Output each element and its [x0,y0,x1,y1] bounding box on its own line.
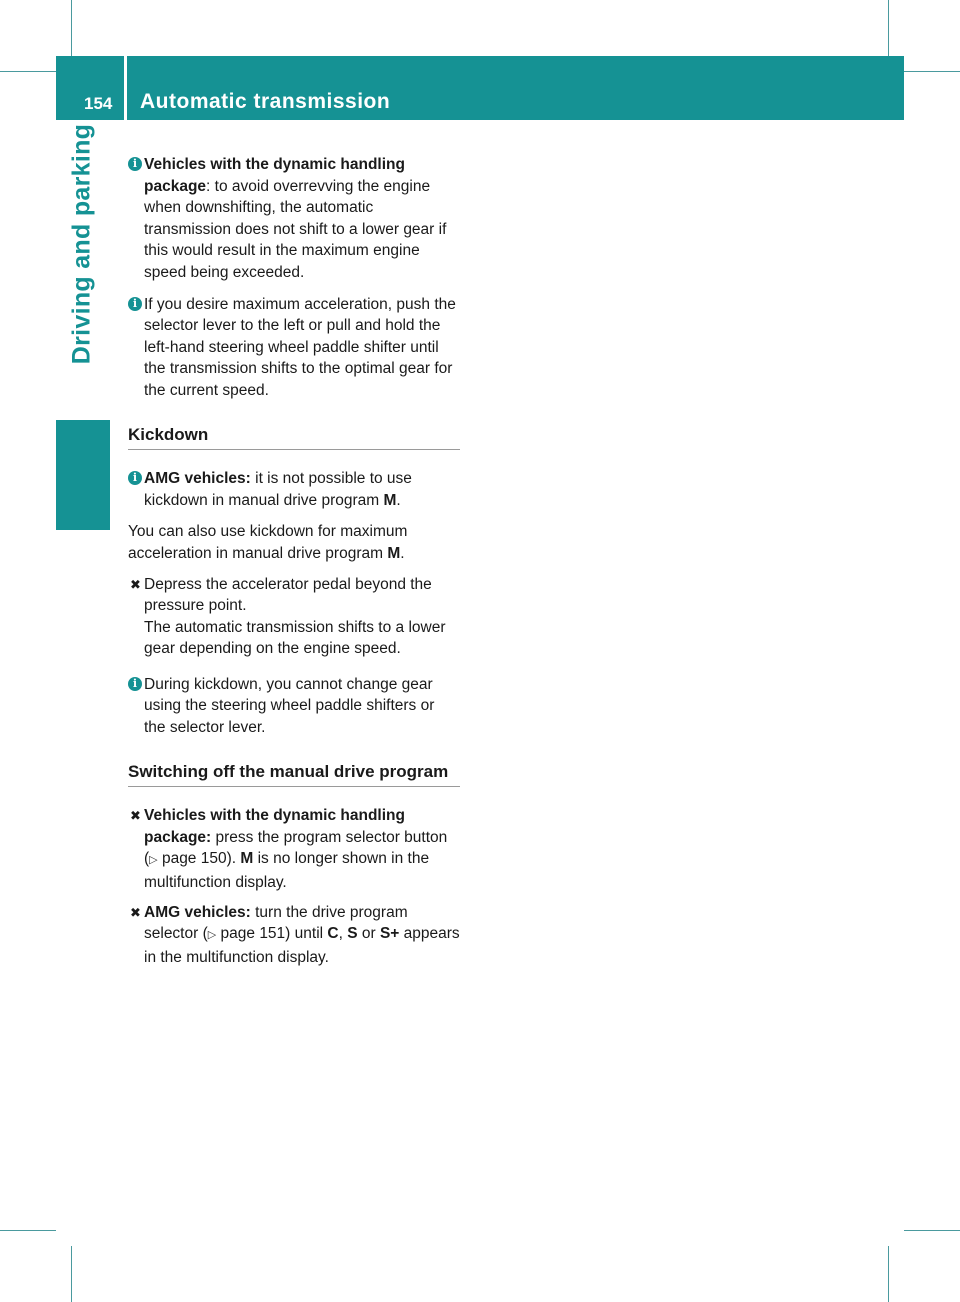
step-result: The automatic transmission shifts to a lower gear depending on the engine speed. [144,618,446,658]
step-emphasis: Vehicles with the dynamic handling package: [144,807,405,846]
crop-mark [888,0,889,56]
note-text: During kickdown, you cannot change gear using the steering wheel paddle shifters or the selector lever. [144,675,435,737]
info-note [128,674,460,739]
step-arrow-icon: ✖ [130,808,141,824]
mode-symbol: M [387,544,401,562]
crop-mark [0,1230,56,1231]
header-divider [124,56,127,120]
section-heading-kickdown: Kickdown [128,424,460,451]
note-emphasis: AMG vehicles: [144,470,251,488]
page-reference[interactable]: page 151) until [216,925,328,943]
crop-mark [0,71,56,72]
step-arrow-icon: ✖ [130,904,141,920]
instruction-step [128,805,460,893]
step-text: Depress the accelerator pedal beyond the pressure point. [144,575,432,615]
step-text: appears in the multifunction display. [144,925,460,966]
body-paragraph [128,521,460,564]
instruction-step [128,902,460,969]
note-text: If you desire maximum acceleration, push the selector lever to the left or pull and hold the left-hand steering wheel paddle shifter until the transmission shifts to the optimal gear for the current speed. [144,295,456,399]
mode-symbol: S [347,925,358,943]
info-icon: i [128,471,142,485]
note-text-end: . [396,491,401,509]
note-text: it is not possible to use kickdown in manual drive program [144,470,412,509]
info-icon: i [128,677,142,691]
step-arrow-icon: ✖ [130,576,141,592]
page-number: 154 [84,94,113,113]
crop-mark [71,0,72,56]
note-text: : to avoid overrevving the engine when downshifting, the automatic transmission does not shift to a lower gear if this would result in the maximum engine speed being exceeded. [144,177,447,281]
info-icon: i [128,157,142,171]
page-reference[interactable]: page 150). [157,850,241,868]
mode-symbol: M [383,491,397,509]
separator: , [338,925,348,943]
step-text: press the program selector button ( [144,828,448,868]
paragraph-text: You can also use kickdown for maximum acceleration in manual drive program [128,523,408,562]
info-icon: i [128,297,142,311]
step-text: turn the drive program selector ( [144,903,408,943]
page-content [128,154,460,976]
note-emphasis: Vehicles with the dynamic handling package [144,156,405,195]
crop-mark [904,71,960,72]
mode-symbol: C [327,925,339,943]
step-emphasis: AMG vehicles: [144,903,251,921]
section-side-tab [56,420,110,530]
chapter-title: Automatic transmission [140,90,391,113]
page-reference-triangle-icon: ▷ [207,929,217,942]
info-note [128,154,460,284]
page-reference-triangle-icon: ▷ [149,854,158,867]
mode-symbol: M [240,850,254,868]
crop-mark [71,1246,72,1302]
info-note [128,468,460,511]
paragraph-text-end: . [400,544,405,562]
section-side-label: Driving and parking [67,123,96,365]
info-note [128,294,460,402]
separator: or [357,925,380,943]
mode-symbol: S+ [379,925,400,943]
crop-mark [888,1246,889,1302]
step-text: is no longer shown in the multifunction display. [144,850,430,892]
crop-mark [904,1230,960,1231]
instruction-step [128,574,460,660]
section-heading-switch-off: Switching off the manual drive program [128,761,460,788]
